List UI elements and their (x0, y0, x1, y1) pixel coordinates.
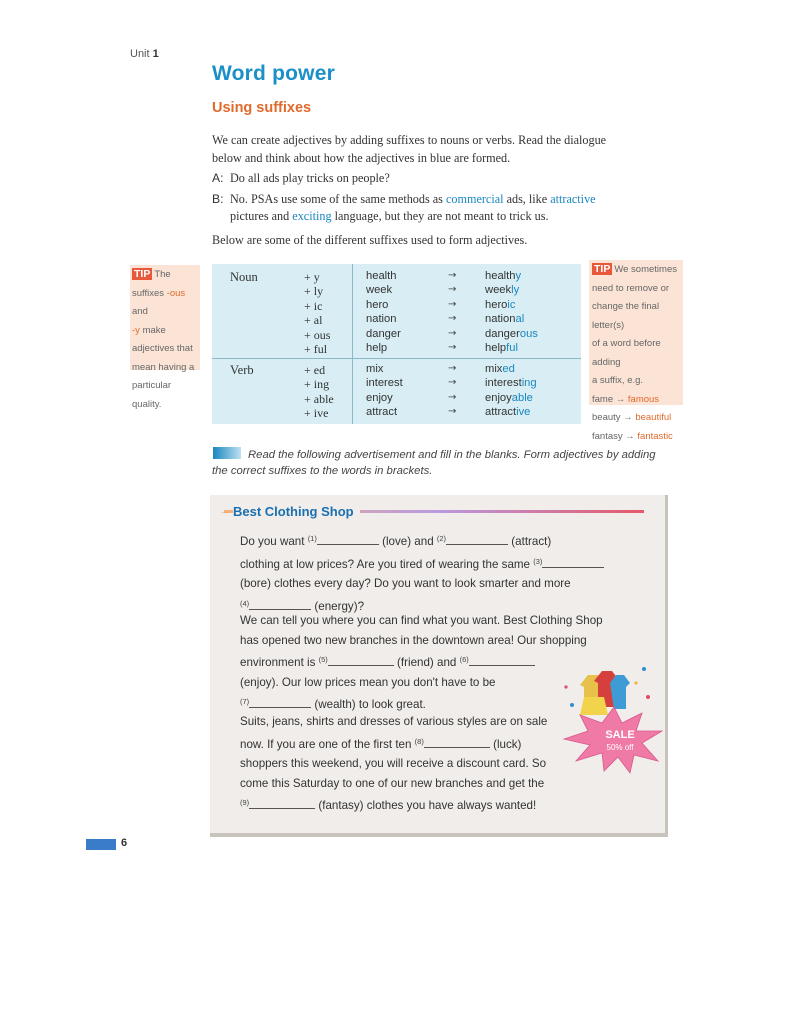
arrow-icon: → (448, 377, 457, 389)
result-stem: hero (485, 298, 508, 311)
arrow-icon: → (448, 313, 457, 325)
result-stem: week (485, 284, 512, 297)
arrow-icon: → (448, 270, 457, 281)
base-word-cell: enjoy (366, 391, 393, 404)
tip-box-left (130, 265, 200, 410)
result-word-cell (485, 377, 537, 389)
result-word-cell (485, 406, 530, 418)
noun-label: Noun (230, 270, 258, 284)
ad-title: Best Clothing Shop (233, 504, 360, 519)
tip-text: of a word before adding (592, 338, 661, 368)
arrow-icon: → (448, 391, 457, 403)
tip-text: need to remove or (592, 282, 670, 294)
result-word-cell (485, 342, 518, 354)
blank-number: (2) (436, 534, 447, 543)
suffix-cell: + ic (304, 298, 323, 313)
tip-text: and (132, 306, 148, 317)
result-suffix-highlight: able (511, 391, 533, 404)
arrow-icon: → (448, 327, 457, 339)
tip-tag: TIP (594, 263, 611, 275)
dialogue-b-text: No. PSAs use some of the same methods as (230, 192, 443, 206)
result-suffix-highlight: ous (519, 327, 538, 340)
unit-number: 1 (152, 48, 159, 60)
speaker-b: B: (212, 192, 224, 206)
ad-text: has opened two new branches in the downtown area! Our shopping (240, 633, 587, 647)
result-word-cell (485, 313, 524, 325)
result-suffix-highlight: ing (521, 377, 537, 390)
suffix-cell: + able (304, 391, 334, 406)
result-stem: danger (485, 327, 520, 340)
result-suffix-highlight: ly (511, 284, 520, 297)
arrow-icon: → (448, 284, 457, 296)
result-suffix-highlight: al (515, 313, 525, 326)
result-word-cell (485, 284, 519, 296)
result-stem: mix (485, 363, 503, 375)
tip-text: The (154, 269, 171, 280)
base-word-cell: interest (366, 377, 403, 390)
page-number-bar (86, 839, 116, 850)
exercise-instruction: Read the following advertisement and fill in the blanks. Form adjectives by adding the correct suffixes to the words in brackets. (212, 449, 656, 477)
result-stem: enjoy (485, 391, 512, 404)
tip-text: change the final letter(s) (592, 301, 660, 331)
dialogue-a-text: Do all ads play tricks on people? (230, 171, 390, 185)
tip-box-right (589, 260, 683, 442)
page-title: Word power (212, 62, 335, 85)
dialogue-a (212, 171, 390, 186)
dialogue-b (212, 191, 672, 225)
ad-text: environment is (240, 656, 316, 670)
tip-example-result: famous (627, 393, 660, 405)
blank-4[interactable] (249, 599, 311, 610)
base-word-cell: help (366, 342, 388, 354)
sale-label: SALE (605, 729, 635, 741)
intro-line-1: We can create adjectives by adding suffixes to nouns or verbs. Read the dialogue (212, 133, 607, 147)
blank-number: (6) (459, 655, 469, 665)
base-word-cell: week (366, 284, 393, 297)
ad-paragraph-2 (240, 611, 635, 715)
ad-text: (energy)? (314, 599, 365, 613)
blank-8[interactable] (424, 737, 490, 748)
blank-7[interactable] (249, 697, 311, 708)
result-word-cell (485, 363, 515, 375)
ad-text: (friend) and (397, 656, 457, 670)
result-word-cell (485, 299, 516, 311)
tip-example: fame (592, 393, 614, 405)
tip-example-result: beautiful (635, 412, 672, 423)
blank-number: (5) (318, 655, 328, 665)
blank-number: (4) (240, 598, 250, 608)
unit-label: Unit (130, 48, 150, 60)
ad-paragraph-1 (240, 529, 635, 616)
base-word-cell: danger (366, 327, 401, 340)
tip-text: We sometimes (614, 264, 677, 275)
result-suffix-highlight: y (515, 270, 522, 282)
tip-example: fantasy (592, 430, 623, 442)
ad-text: (enjoy). Our low prices mean you don't have to be (240, 675, 496, 689)
intro-paragraph (212, 131, 672, 167)
ad-text: (bore) clothes every day? Do you want to look smarter and more (240, 577, 571, 591)
suffix-cell: + ly (304, 284, 324, 299)
blank-number: (7) (240, 697, 250, 707)
arrow-icon: → (448, 342, 457, 353)
blank-6[interactable] (469, 655, 535, 666)
tip-tag: TIP (134, 268, 151, 280)
tip-text: mean having a (132, 361, 195, 373)
dialogue-b-text: language, but they are not meant to trick us. (334, 209, 549, 223)
highlight-word: commercial (445, 192, 504, 206)
ad-text: (attract) (511, 535, 552, 548)
ad-text: (love) and (382, 535, 434, 548)
arrow-icon: → (448, 406, 457, 418)
ad-text: clothing at low prices? Are you tired of wearing the same (240, 557, 530, 571)
page-number: 6 (121, 837, 128, 849)
dialogue-b-text: pictures and (230, 209, 290, 223)
result-suffix-highlight: ive (516, 406, 531, 419)
suffix-table (212, 264, 581, 424)
result-word-cell (485, 392, 533, 404)
highlight-word: exciting (292, 209, 332, 223)
suffix-cell: + ed (304, 363, 326, 377)
suffix-cell: + ous (304, 327, 331, 342)
tip-text: a suffix, e.g. (592, 375, 644, 386)
ad-text: (wealth) to look great. (314, 698, 426, 712)
result-suffix-highlight: ic (507, 298, 516, 311)
tip-text: suffixes (132, 287, 165, 299)
ad-paragraph-3 (240, 712, 635, 816)
tip-example: beauty (592, 412, 621, 423)
table-divider-vertical (352, 264, 353, 424)
base-word-cell: mix (366, 363, 384, 375)
base-word-cell: hero (366, 298, 389, 311)
suffix-cell: + ful (304, 342, 328, 356)
blank-9[interactable] (249, 798, 315, 809)
blank-number: (3) (533, 556, 543, 566)
result-word-cell (485, 270, 521, 282)
intro-line-2: below and think about how the adjectives in blue are formed. (212, 151, 511, 165)
blank-3[interactable] (542, 557, 604, 568)
arrow-icon: → (615, 393, 626, 405)
ad-text: come this Saturday to one of our new branches and get the (240, 776, 545, 790)
result-suffix-highlight: ed (502, 363, 515, 375)
suffix-cell: + ing (304, 377, 330, 392)
tip-text: make (142, 324, 166, 336)
ad-text: (luck) (493, 737, 522, 751)
base-word-cell: nation (366, 313, 397, 326)
ad-text: shoppers this weekend, you will receive a discount card. So (240, 757, 547, 771)
ad-text: (fantasy) clothes you have always wanted! (318, 799, 537, 813)
sale-discount: 50% off (606, 743, 634, 752)
unit-header (130, 48, 159, 60)
result-stem: help (485, 342, 507, 354)
blank-number: (8) (414, 736, 424, 746)
arrow-icon: → (625, 430, 635, 442)
section-subtitle: Using suffixes (212, 100, 312, 116)
speaker-a: A: (212, 171, 224, 185)
blank-number: (9) (240, 798, 250, 808)
blank-5[interactable] (328, 655, 394, 666)
tip-text: adjectives that (132, 343, 193, 354)
ad-text: We can tell you where you can find what you want. Best Clothing Shop (240, 614, 603, 627)
suffix-cell: + ive (304, 406, 329, 421)
result-stem: attract (485, 406, 517, 419)
result-suffix-highlight: ful (506, 342, 518, 354)
table-divider-horizontal (212, 358, 581, 359)
ad-text: now. If you are one of the first ten (240, 737, 412, 751)
ad-text: Do you want (240, 535, 305, 548)
base-word-cell: attract (366, 406, 398, 419)
arrow-icon: → (623, 412, 633, 423)
arrow-icon: → (448, 298, 457, 310)
verb-label: Verb (230, 363, 254, 377)
blank-2[interactable] (446, 534, 508, 545)
result-stem: nation (485, 313, 516, 326)
ad-title-marker: – (222, 506, 228, 518)
blank-number: (1) (307, 534, 317, 543)
result-stem: health (485, 270, 516, 282)
ad-text: Suits, jeans, shirts and dresses of various styles are on sale (240, 715, 548, 728)
suffix-cell: + al (304, 313, 323, 328)
highlight-word: attractive (550, 192, 596, 206)
result-stem: interest (485, 377, 522, 390)
tip-suffix: -y (132, 324, 140, 336)
tip-example-result: fantastic (637, 430, 673, 442)
tip-suffix: -ous (166, 287, 186, 299)
tip-text: particular quality. (132, 380, 172, 410)
result-word-cell (485, 328, 538, 340)
blank-1[interactable] (317, 534, 379, 545)
suffix-cell: + y (304, 270, 320, 284)
arrow-icon: → (448, 363, 457, 374)
base-word-cell: health (366, 270, 397, 282)
below-text: Below are some of the different suffixes used to form adjectives. (212, 233, 528, 247)
dialogue-b-text: ads, like (506, 192, 548, 206)
